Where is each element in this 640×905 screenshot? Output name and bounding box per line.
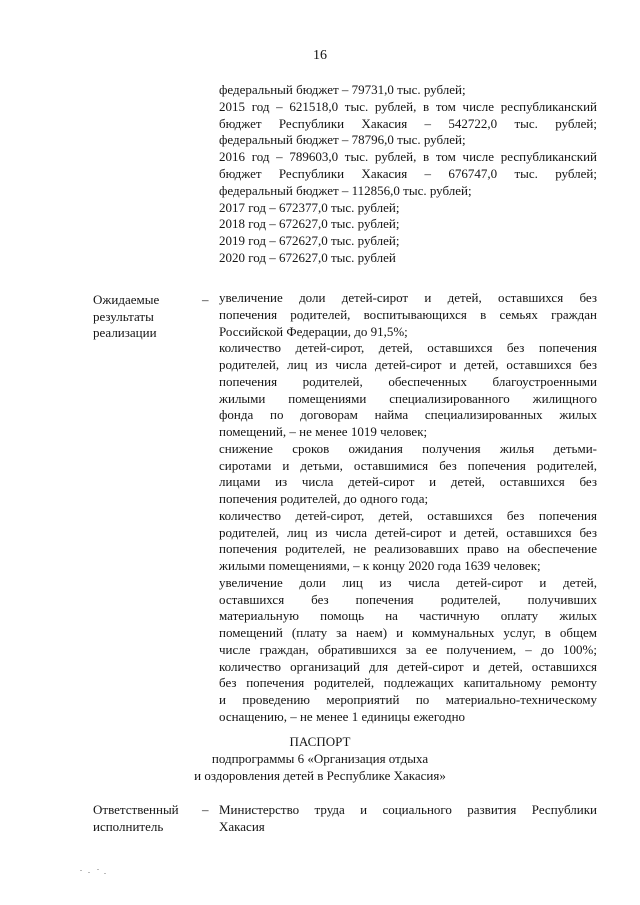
expected-results-label: Ожидаемые результаты реализации xyxy=(93,292,160,340)
funding-line: 2019 год – 672627,0 тыс. рублей; xyxy=(219,233,400,249)
result-line: Российской Федерации, до 91,5%; xyxy=(219,323,408,339)
result-line: числе граждан, обратившихся за ее получением, – до 100%; xyxy=(219,641,597,657)
result-line: количество организаций для детей-сирот и детей, оставшихся xyxy=(219,658,597,674)
responsible-line: Министерство труда и социального развития Республики xyxy=(219,802,597,817)
funding-line: 2015 год – 621518,0 тыс. рублей, в том числе республиканский xyxy=(219,98,597,114)
result-line: без попечения родителей, подлежащих капитальному ремонту xyxy=(219,675,597,691)
expected-results-text xyxy=(219,290,597,726)
result-line: сиротами и детьми, оставшимися без попечения родителей, xyxy=(219,457,597,473)
result-line: попечения родителей, не реализовавших право на обеспечение xyxy=(219,541,597,557)
result-line: и проведению мероприятий по материально-техническому xyxy=(219,692,597,707)
result-line: родителей, лиц из числа детей-сирот и детей, оставшихся без xyxy=(219,357,597,372)
funding-block xyxy=(219,82,597,267)
scan-speck xyxy=(80,870,82,871)
result-line: попечения родителей, до одного года; xyxy=(219,491,429,506)
result-line: снижение сроков ожидания получения жилья детьми- xyxy=(219,440,597,456)
result-line: оснащению, – не менее 1 единицы ежегодно xyxy=(219,708,466,724)
result-line: количество детей-сирот, детей, оставшихся без попечения xyxy=(219,340,597,356)
result-line: родителей, лиц из числа детей-сирот и детей, оставшихся без xyxy=(219,524,597,540)
scan-speck xyxy=(104,873,106,874)
passport-subtitle-1: подпрограммы 6 «Организация отдыха xyxy=(211,751,429,766)
funding-line: федеральный бюджет – 79731,0 тыс. рублей; xyxy=(219,82,466,97)
result-line: количество детей-сирот, детей, оставшихся без попечения xyxy=(219,507,597,523)
funding-line: 2016 год – 789603,0 тыс. рублей, в том числе республиканский xyxy=(219,149,597,165)
funding-line: 2017 год – 672377,0 тыс. рублей; xyxy=(219,199,400,215)
page-number: 16 xyxy=(313,48,327,63)
responsible-dash: – xyxy=(202,802,209,817)
funding-line: федеральный бюджет – 78796,0 тыс. рублей; xyxy=(219,132,466,148)
result-line: увеличение доли детей-сирот и детей, оставшихся без xyxy=(219,290,597,305)
responsible-line: Хакасия xyxy=(219,818,265,834)
result-line: помещений (плату за наем) и коммунальных услуг, в общем xyxy=(219,625,597,640)
result-line: помещений, – не менее 1019 человек; xyxy=(219,424,428,439)
funding-line: бюджет Республики Хакасия – 542722,0 тыс. рублей; xyxy=(219,115,597,131)
expected-results-dash: – xyxy=(202,292,209,307)
result-line: оставшихся без попечения родителей, получивших xyxy=(219,591,597,607)
result-line: жилыми помещениями, – к концу 2020 года 1639 человек; xyxy=(219,558,541,573)
responsible-label: Ответственный исполнитель xyxy=(93,802,179,834)
passport-heading xyxy=(0,733,640,784)
result-line: попечения родителей, воспитывающихся в семьях граждан xyxy=(219,306,597,322)
result-line: попечения родителей, обеспеченных благоустроенными xyxy=(219,373,597,389)
responsible-text xyxy=(219,802,597,836)
scan-speck xyxy=(88,872,90,873)
result-line: жилыми помещениями специализированного жилищного xyxy=(219,390,597,406)
result-line: лицами из числа детей-сирот и детей, оставшихся без xyxy=(219,474,597,490)
funding-line: 2020 год – 672627,0 тыс. рублей xyxy=(219,249,396,265)
result-line: увеличение доли лиц из числа детей-сирот и детей, xyxy=(219,574,597,590)
result-line: фонда по договорам найма специализированных жилых xyxy=(219,407,597,423)
funding-line: 2018 год – 672627,0 тыс. рублей; xyxy=(219,216,400,232)
passport-subtitle-2: и оздоровления детей в Республике Хакасия» xyxy=(194,768,446,783)
funding-line: бюджет Республики Хакасия – 676747,0 тыс. рублей; xyxy=(219,165,597,181)
funding-line: федеральный бюджет – 112856,0 тыс. рублей; xyxy=(219,182,472,198)
passport-title: ПАСПОРТ xyxy=(289,734,351,749)
scan-speck xyxy=(97,869,99,870)
result-line: материальную помощь на частичную оплату жилых xyxy=(219,608,597,624)
